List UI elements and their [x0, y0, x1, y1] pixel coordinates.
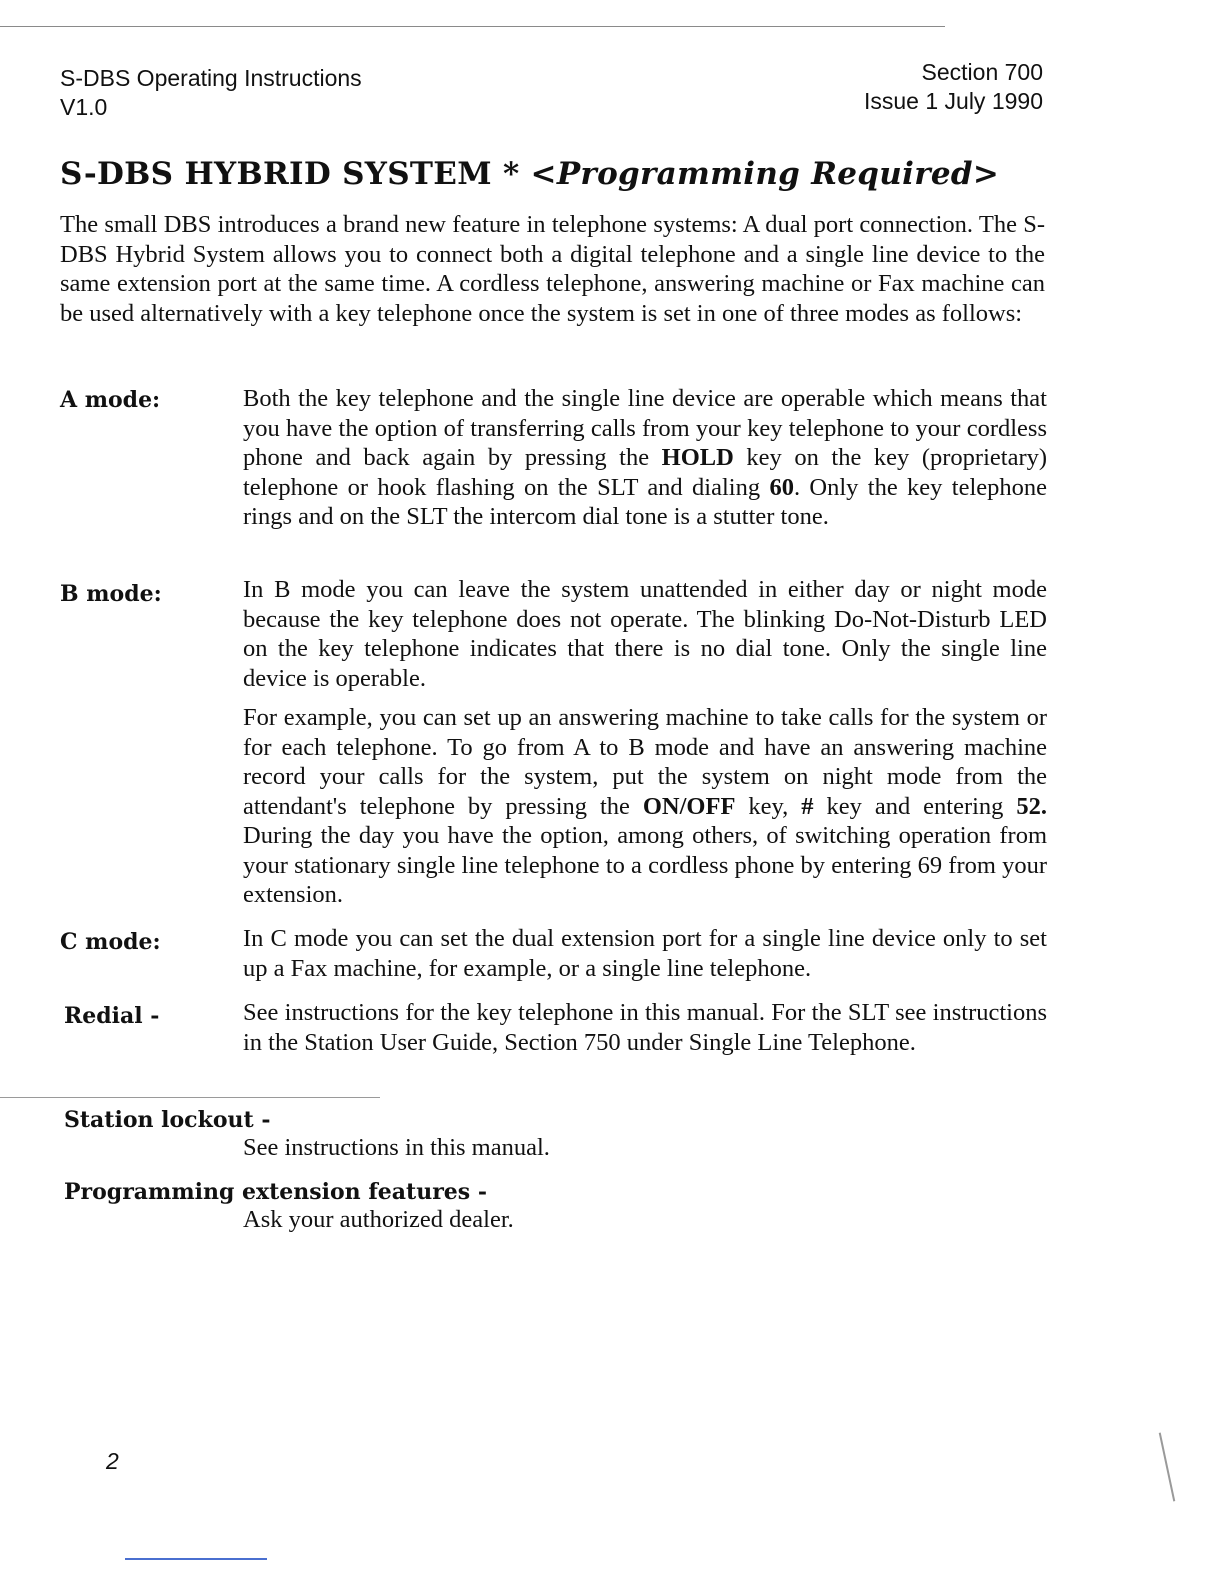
- station-lockout-label: Station lockout -: [64, 1107, 271, 1133]
- section-divider: [0, 1097, 380, 1098]
- document-header-left: [60, 64, 362, 122]
- title-main: S-DBS HYBRID SYSTEM: [60, 156, 492, 192]
- programming-extension-label: Programming extension features -: [64, 1179, 487, 1205]
- a-mode-description: Both the key telephone and the single line device are operable which means that you have the option of transferring calls from your key telephone to your cordless phone and back again by pressing the HOLD key on the key (proprietary) telephone or hook flashing on the SLT and dialing 60. Only the key telephone rings and on the SLT the intercom dial tone is a stutter tone.: [243, 385, 1048, 530]
- code-60: 60: [769, 473, 794, 501]
- document-header-right: [864, 58, 1043, 116]
- intro-paragraph: The small DBS introduces a brand new feature in telephone systems: A dual port connection. The S-DBS Hybrid System allows you to connect both a digital telephone and a single line device to the same extension port at the same time. A cordless telephone, answering machine or Fax machine can be used alternatively with a key telephone once the system is set in one of three modes as follows:: [60, 211, 1045, 327]
- scan-line: [0, 26, 945, 27]
- b-mode-description: [243, 575, 1047, 910]
- hash-key: #: [801, 792, 814, 820]
- section-number: Section 700: [921, 59, 1043, 85]
- page-title: [60, 156, 999, 192]
- programming-extension-description: Ask your authorized dealer.: [243, 1206, 514, 1233]
- redial-description: See instructions for the key telephone in this manual. For the SLT see instructions in the Station User Guide, Section 750 under Single Line Telephone.: [243, 999, 1047, 1056]
- code-52: 52.: [1016, 792, 1048, 820]
- issue-date: Issue 1 July 1990: [863, 88, 1043, 114]
- manual-version: V1.0: [60, 94, 108, 120]
- page-number: 2: [106, 1448, 119, 1474]
- hold-key: HOLD: [661, 444, 734, 471]
- station-lockout-description: See instructions in this manual.: [243, 1134, 550, 1161]
- scan-artifact-line: [125, 1558, 267, 1560]
- b-mode-paragraph-2: For example, you can set up an answering machine to take calls for the system or for each telephone. To go from A to B mode and have an answering machine record your calls for the system, put the system on night mode from the attendant's telephone by pressing the ON/OFF key, # key and entering 52. During the day you have the option, among others, of switching operation from your stationary single line telephone to a cordless phone by entering 69 from your extension.: [243, 704, 1048, 908]
- manual-title: S-DBS Operating Instructions: [60, 65, 362, 91]
- title-asterisk: *: [502, 156, 520, 192]
- b-mode-paragraph-1: In B mode you can leave the system unattended in either day or night mode because the key telephone does not operate. The blinking Do-Not-Disturb LED on the key telephone indicates that there is no dial tone. Only the single line device is operable.: [243, 576, 1047, 692]
- c-mode-label: C mode:: [60, 929, 161, 955]
- title-programming-required: <Programming Required>: [530, 156, 1000, 192]
- b-mode-label: B mode:: [60, 581, 162, 607]
- on-off-key: ON/OFF: [642, 792, 736, 820]
- a-mode-label: A mode:: [60, 387, 161, 413]
- redial-label: Redial -: [64, 1003, 160, 1029]
- c-mode-description: In C mode you can set the dual extension port for a single line device only to set up a Fax machine, for example, or a single line telephone.: [243, 925, 1047, 982]
- scan-artifact: [1159, 1433, 1176, 1502]
